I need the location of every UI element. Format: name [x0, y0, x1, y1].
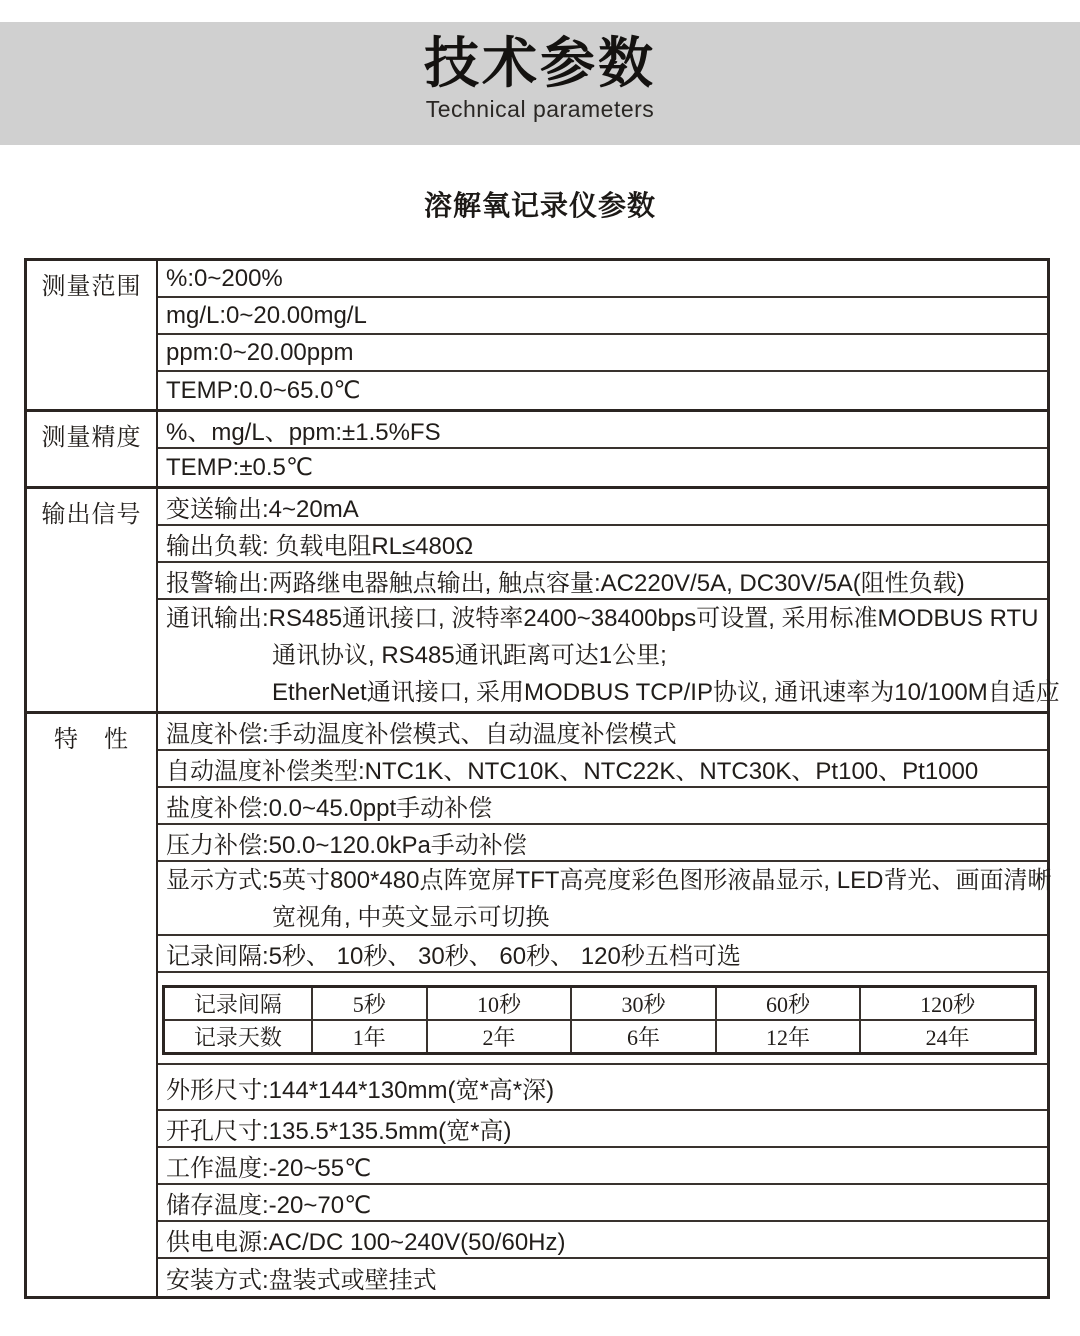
record-table-cell: 5秒: [312, 987, 427, 1021]
record-table-cell: 2年: [427, 1020, 571, 1054]
spec-row: 变送输出:4~20mA: [158, 489, 1047, 526]
spec-row-record-interval: 记录间隔:5秒、 10秒、 30秒、 60秒、 120秒五档可选: [158, 936, 1047, 973]
comm-line-2: 通讯协议, RS485通讯距离可达1公里;: [272, 642, 667, 669]
banner: [0, 22, 1080, 145]
spec-row: 储存温度:-20~70℃: [158, 1185, 1047, 1222]
spec-row: 工作温度:-20~55℃: [158, 1148, 1047, 1185]
spec-row: %:0~200%: [158, 261, 1047, 298]
record-table-cell: 12年: [716, 1020, 860, 1054]
document-subtitle: 溶解氧记录仪参数: [423, 190, 656, 221]
spec-row: 安装方式:盘装式或壁挂式: [166, 1267, 437, 1294]
record-table-region: [158, 973, 1047, 1065]
record-interval-table: [162, 985, 1037, 1055]
record-table-cell: 记录间隔: [164, 987, 312, 1021]
record-table-cell: 60秒: [716, 987, 860, 1021]
display-line-1: 显示方式:5英寸800*480点阵宽屏TFT高亮度彩色图形液晶显示, LED背光、画面清晰: [166, 867, 1052, 894]
spec-row: %、mg/L、ppm:±1.5%FS: [158, 412, 1047, 449]
record-table-cell: 30秒: [571, 987, 715, 1021]
section-content: [158, 261, 1047, 409]
comm-line-1: 通讯输出:RS485通讯接口, 波特率2400~38400bps可设置, 采用标准MODBUS RTU: [166, 605, 1039, 632]
spec-row: ppm:0~20.00ppm: [158, 335, 1047, 372]
spec-row: mg/L:0~20.00mg/L: [158, 298, 1047, 335]
spec-row: 压力补偿:50.0~120.0kPa手动补偿: [158, 825, 1047, 862]
spec-row: 盐度补偿:0.0~45.0ppt手动补偿: [158, 788, 1047, 825]
section-accuracy: [27, 412, 1047, 489]
banner-title: 技术参数: [423, 32, 656, 94]
spec-row: 开孔尺寸:135.5*135.5mm(宽*高): [158, 1111, 1047, 1148]
spec-row: TEMP:0.0~65.0℃: [166, 377, 361, 404]
record-table-cell: 6年: [571, 1020, 715, 1054]
record-table-data-row: [164, 1020, 1036, 1054]
section-label: 测量精度: [27, 412, 158, 486]
spec-row: TEMP:±0.5℃: [166, 454, 313, 481]
record-table-header-row: [164, 987, 1036, 1021]
spec-row: 报警输出:两路继电器触点输出, 触点容量:AC220V/5A, DC30V/5A(阻性负载): [158, 563, 1047, 600]
record-table-cell: 记录天数: [164, 1020, 312, 1054]
spec-row-comm-output: [158, 600, 1060, 711]
section-content: [158, 714, 1052, 1296]
section-label: 输出信号: [27, 489, 158, 711]
section-label: 测量范围: [27, 261, 158, 409]
spec-row-display-mode: [158, 862, 1052, 936]
spec-row: 供电电源:AC/DC 100~240V(50/60Hz): [158, 1222, 1047, 1259]
section-label: 特 性: [27, 714, 158, 1296]
spec-row: 温度补偿:手动温度补偿模式、自动温度补偿模式: [158, 714, 1047, 751]
spec-table: [24, 258, 1060, 1299]
record-table-cell: 24年: [860, 1020, 1035, 1054]
record-table-cell: 10秒: [427, 987, 571, 1021]
section-output-signal: [27, 489, 1060, 714]
spec-row: 自动温度补偿类型:NTC1K、NTC10K、NTC22K、NTC30K、Pt100、Pt1000: [158, 751, 1047, 788]
record-table-cell: 120秒: [860, 987, 1035, 1021]
section-content: [158, 489, 1060, 711]
spec-row: 输出负载: 负载电阻RL≤480Ω: [158, 526, 1047, 563]
banner-subtitle: Technical parameters: [425, 96, 655, 122]
spec-row: 外形尺寸:144*144*130mm(宽*高*深): [158, 1065, 1047, 1111]
section-content: [158, 412, 1047, 486]
section-features: [27, 714, 1052, 1296]
comm-line-3: EtherNet通讯接口, 采用MODBUS TCP/IP协议, 通讯速率为10/100M自适应: [272, 679, 1060, 706]
record-table-cell: 1年: [312, 1020, 427, 1054]
display-line-2: 宽视角, 中英文显示可切换: [272, 904, 550, 931]
section-measure-range: [27, 261, 1047, 412]
